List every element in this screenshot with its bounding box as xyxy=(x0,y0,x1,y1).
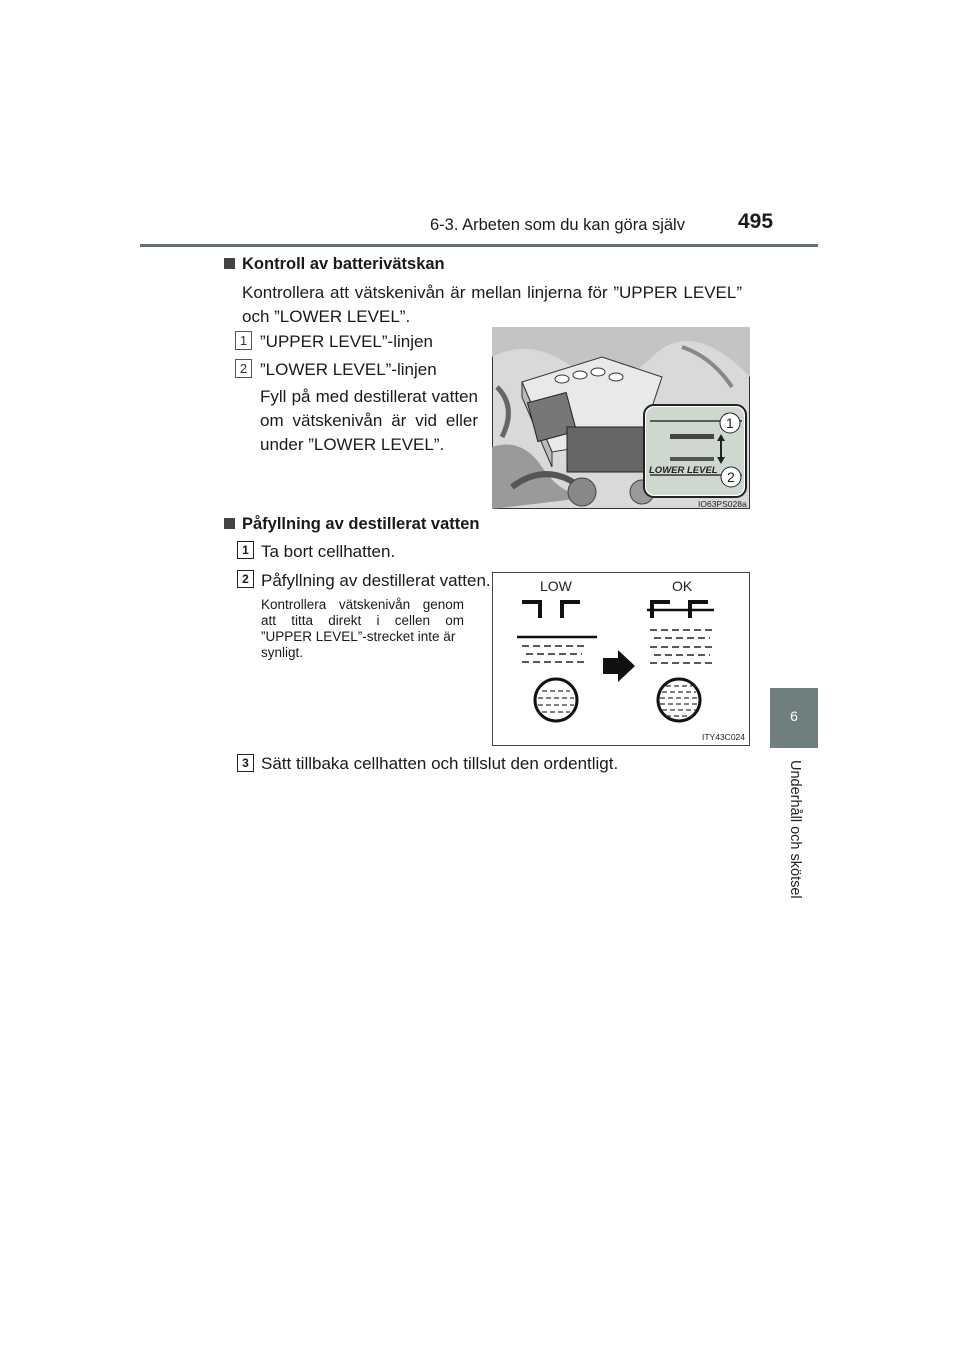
item-label-lower: ”LOWER LEVEL”-linjen xyxy=(260,360,437,379)
item-number-1: 1 xyxy=(235,331,252,350)
low-label: LOW xyxy=(540,578,572,594)
figure-code-2: ITY43C024 xyxy=(702,732,745,742)
section-heading-battery-fluid: Kontroll av batterivätskan xyxy=(224,255,445,274)
step-text-3: Sätt tillbaka cellhatten och tillslut den ordentligt. xyxy=(261,754,619,773)
battery-illustration xyxy=(492,327,750,509)
subnote-line-3: ”UPPER LEVEL”-strecket inte är xyxy=(261,629,456,644)
figure-code-1: IO63PS028a xyxy=(698,499,747,509)
square-bullet-icon xyxy=(224,518,235,529)
chapter-number: 6 xyxy=(790,708,798,724)
item-label-upper: ”UPPER LEVEL”-linjen xyxy=(260,332,433,351)
subnote-line-2: att titta direkt i cellen om xyxy=(261,613,464,628)
page-number: 495 xyxy=(738,210,774,233)
header-divider xyxy=(140,244,818,247)
figure-callout-1: 1 xyxy=(726,415,734,431)
step-text-1: Ta bort cellhatten. xyxy=(261,542,396,561)
subnote-line-1: Kontrollera vätskenivån genom xyxy=(261,597,464,612)
chapter-title: Underhåll och skötsel xyxy=(787,760,803,899)
step-number-3: 3 xyxy=(237,754,254,772)
subnote-line-4: synligt. xyxy=(261,645,304,660)
fluid-level-illustration xyxy=(492,572,750,746)
step-text-2: Påfyllning av destillerat vatten. xyxy=(261,571,491,590)
note-line-3: under ”LOWER LEVEL”. xyxy=(260,435,445,454)
intro-line-1: Kontrollera att vätskenivån är mellan linjerna för ”UPPER LEVEL” xyxy=(242,283,742,302)
step-number-1: 1 xyxy=(237,541,254,559)
item-number-2: 2 xyxy=(235,359,252,378)
figure-lower-level-label: LOWER LEVEL xyxy=(649,465,718,476)
figure-callout-2: 2 xyxy=(727,469,735,485)
battery-figure xyxy=(492,327,750,509)
section-heading-refill: Påfyllning av destillerat vatten xyxy=(224,515,480,534)
square-bullet-icon xyxy=(224,258,235,269)
note-line-1: Fyll på med destillerat vatten xyxy=(260,387,478,406)
section-header: 6-3. Arbeten som du kan göra själv xyxy=(430,216,685,234)
note-line-2: om vätskenivån är vid eller xyxy=(260,411,478,430)
step-number-2: 2 xyxy=(237,570,254,588)
intro-line-2: och ”LOWER LEVEL”. xyxy=(242,307,411,326)
ok-label: OK xyxy=(672,578,693,594)
fluid-level-figure xyxy=(492,572,750,746)
